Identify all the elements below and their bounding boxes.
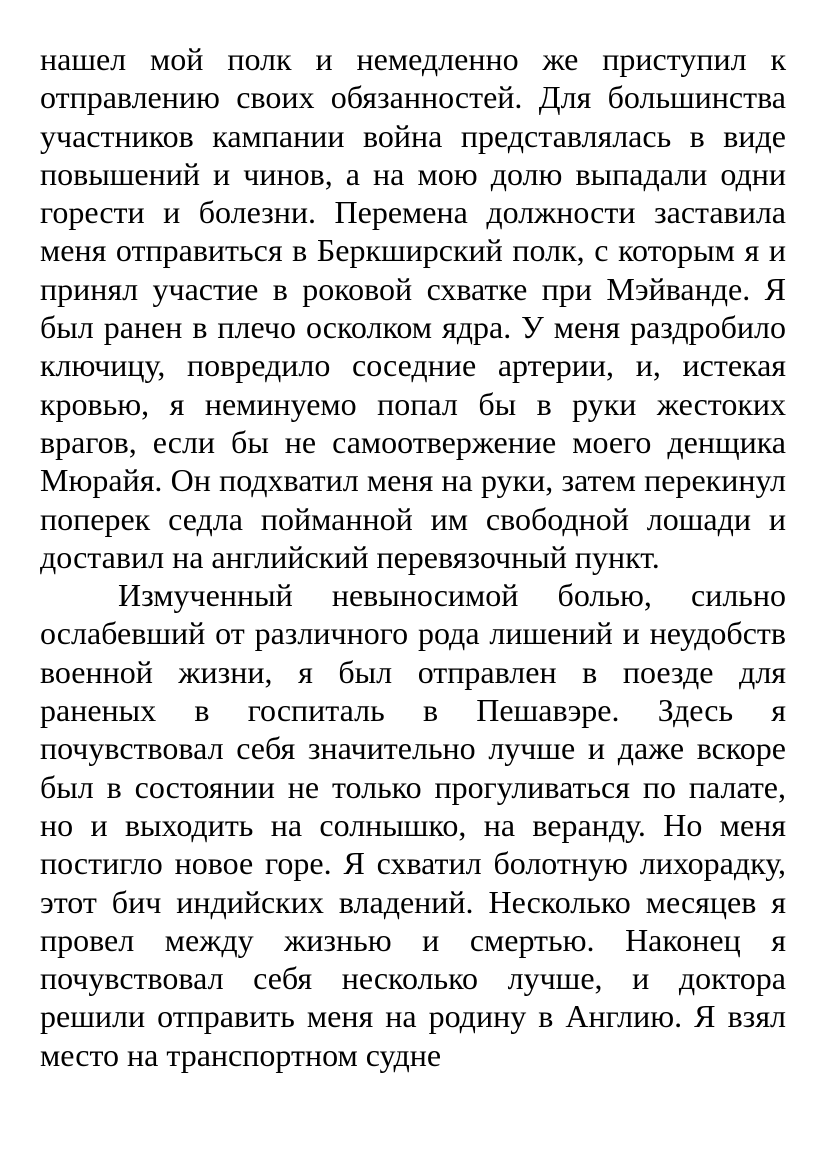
paragraph-1: нашел мой полк и немедленно же приступил к отправлению своих обязанностей. Для большинства участников кампании война представлялась в виде повышений и чинов, а на мою долю выпадали одни горести и болезни. Перемена должности заставила меня отправиться в Беркширский полк, с которым я и принял участие в роковой схватке при Мэйванде. Я был ранен в плечо осколком ядра. У меня раздробило ключицу, повредило соседние артерии, и, истекая кровью, я неминуемо попал бы в руки жестоких врагов, если бы не самоотвержение моего денщика Мюрайя. Он подхватил меня на руки, затем перекинул поперек седла пойманной им свободной лошади и доставил на английский перевязочный пункт. [40, 41, 786, 575]
document-page [40, 40, 786, 1074]
paragraph-2: Измученный невыносимой болью, сильно ослабевший от различного рода лишений и неудобств военной жизни, я был отправлен в поезде для раненых в госпиталь в Пешавэре. Здесь я почувствовал себя значительно лучше и даже вскоре был в состоянии не только прогуливаться по палате, но и выходить на солнышко, на веранду. Но меня постигло новое горе. Я схватил болотную лихорадку, этот бич индийских владений. Несколько месяцев я провел между жизнью и смертью. Наконец я почувствовал себя несколько лучше, и доктора решили отправить меня на родину в Англию. Я взял место на транспортном судне [40, 577, 786, 1073]
